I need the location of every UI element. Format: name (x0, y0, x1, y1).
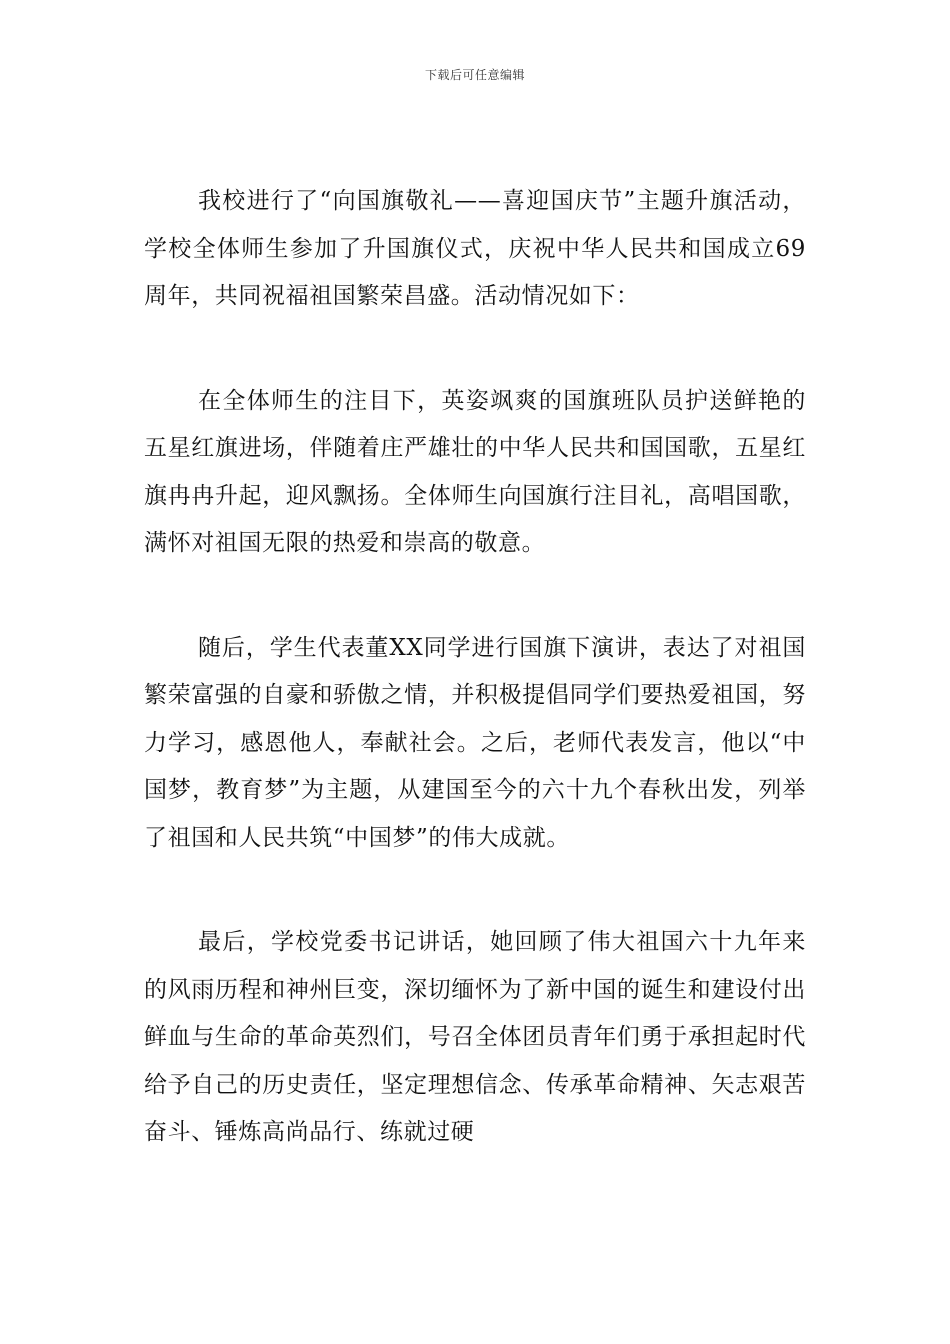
paragraph-speeches: 随后，学生代表董XX同学进行国旗下演讲，表达了对祖国繁荣富强的自豪和骄傲之情，并积极提倡同学们要热爱祖国，努力学习，感恩他人，奉献社会。之后，老师代表发言，他以“中国梦，教育梦”为主题，从建国至今的六十九个春秋出发，列举了祖国和人民共筑“中国梦”的伟大成就。 (144, 634, 806, 851)
paragraph-intro: 我校进行了“向国旗敬礼——喜迎国庆节”主题升旗活动，学校全体师生参加了升国旗仪式，庆祝中华人民共和国成立69周年，共同祝福祖国繁荣昌盛。活动情况如下： (144, 188, 806, 309)
document-body (144, 178, 806, 1157)
paragraph-flag-raising: 在全体师生的注目下，英姿飒爽的国旗班队员护送鲜艳的五星红旗进场，伴随着庄严雄壮的中华人民共和国国歌，五星红旗冉冉升起，迎风飘扬。全体师生向国旗行注目礼，高唱国歌，满怀对祖国无限的热爱和崇高的敬意。 (144, 387, 806, 556)
page-header-note: 下载后可任意编辑 (424, 68, 525, 82)
paragraph-secretary-speech: 最后，学校党委书记讲话，她回顾了伟大祖国六十九年来的风雨历程和神州巨变，深切缅怀为了新中国的诞生和建设付出鲜血与生命的革命英烈们，号召全体团员青年们勇于承担起时代给予自己的历史责任，坚定理想信念、传承革命精神、矢志艰苦奋斗、锤炼高尚品行、练就过硬 (144, 929, 806, 1145)
